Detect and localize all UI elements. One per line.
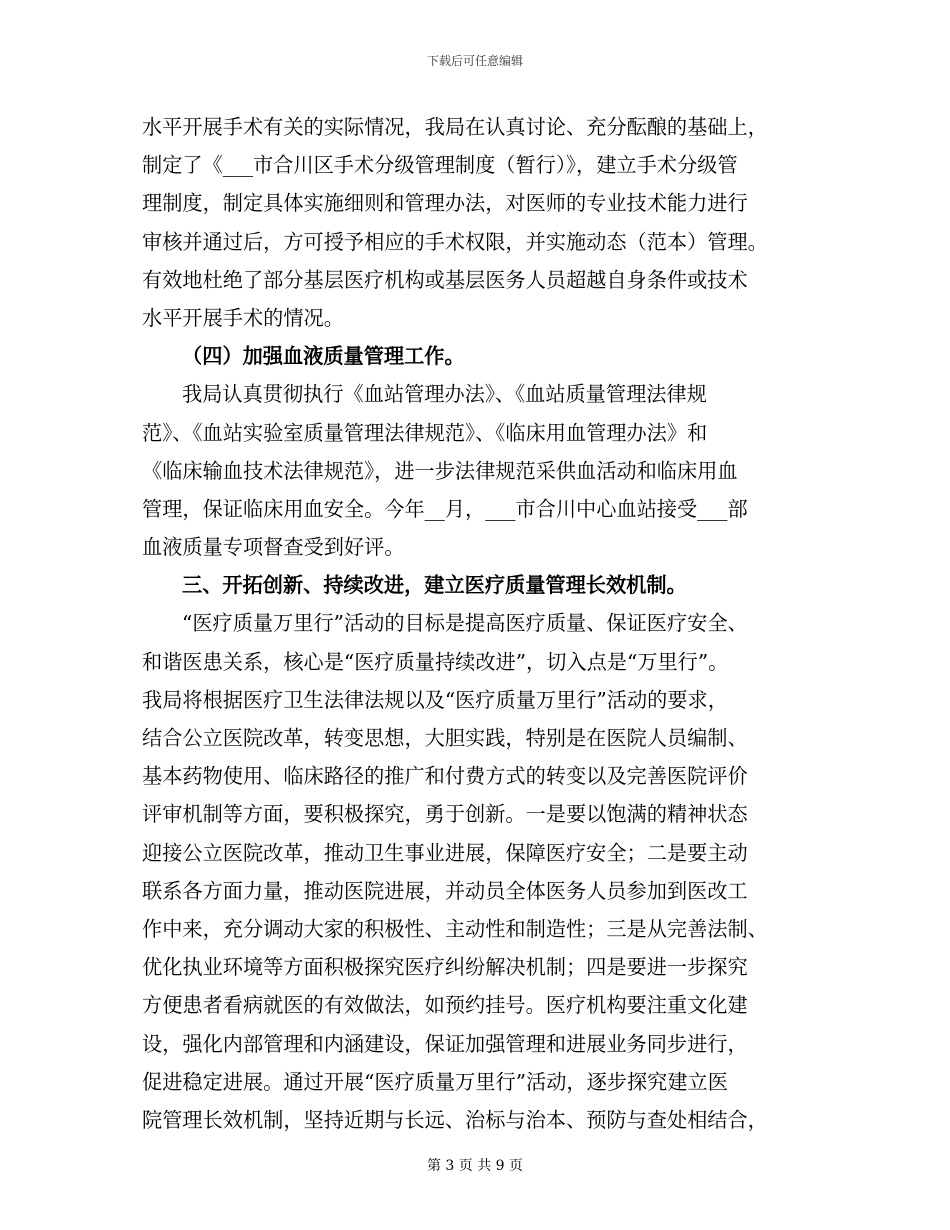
document-body <box>142 108 812 1139</box>
body-line: 水平开展手术有关的实际情况，我局在认真讨论、充分酝酿的基础上， <box>142 115 768 139</box>
body-line: 迎接公立医院改革，推动卫生事业进展，保障医疗安全；二是要主动 <box>142 840 748 865</box>
body-line: 作中来，充分调动大家的积极性、主动性和制造性；三是从完善法制、 <box>142 916 768 941</box>
body-line: 促进稳定进展。通过开展“医疗质量万里行”活动，逐步探究建立医 <box>142 1069 728 1094</box>
body-line: 水平开展手术的情况。 <box>142 305 344 330</box>
body-line: 和谐医患关系，核心是“医疗质量持续改进”，切入点是“万里行”。 <box>142 649 729 674</box>
body-line: 我局将根据医疗卫生法律法规以及“医疗质量万里行”活动的要求， <box>142 687 728 712</box>
body-line: 联系各方面力量，推动医院进展，并动员全体医务人员参加到医改工 <box>142 878 748 903</box>
body-line: 设，强化内部管理和内涵建设，保证加强管理和进展业务同步进行， <box>142 1031 748 1056</box>
section-heading: （四）加强血液质量管理工作。 <box>182 344 465 369</box>
body-line: 评审机制等方面，要积极探究，勇于创新。一是要以饱满的精神状态 <box>142 802 748 827</box>
body-line: 我局认真贯彻执行《血站管理办法》、《血站质量管理法律规 <box>182 382 707 407</box>
page-number: 第 3 页 共 9 页 <box>426 1158 524 1174</box>
body-line: 血液质量专项督查受到好评。 <box>142 535 405 560</box>
body-line: 优化执业环境等方面积极探究医疗纠纷解决机制；四是要进一步探究 <box>142 955 748 980</box>
page-header: 下载后可任意编辑 <box>426 54 523 68</box>
body-line: “医疗质量万里行”活动的目标是提高医疗质量、保证医疗安全、 <box>182 611 748 636</box>
body-line: 院管理长效机制，坚持近期与长远、治标与治本、预防与查处相结合， <box>142 1107 768 1132</box>
body-line: 结合公立医院改革，转变思想，大胆实践，特别是在医院人员编制、 <box>142 726 748 750</box>
body-line: 制定了《___市合川区手术分级管理制度（暂行）》，建立手术分级管 <box>142 153 738 178</box>
body-line: 管理，保证临床用血安全。今年__月，___市合川中心血站接受___部 <box>142 496 748 521</box>
body-line: 方便患者看病就医的有效做法，如预约挂号。医疗机构要注重文化建 <box>142 993 748 1018</box>
body-line: 基本药物使用、临床路径的推广和付费方式的转变以及完善医院评价 <box>142 764 748 789</box>
body-line: 审核并通过后，方可授予相应的手术权限，并实施动态（范本）管理。 <box>142 229 768 254</box>
body-line: 《临床输血技术法律规范》，进一步法律规范采供血活动和临床用血 <box>142 458 738 483</box>
body-line: 有效地杜绝了部分基层医疗机构或基层医务人员超越自身条件或技术 <box>142 267 748 292</box>
body-line: 理制度，制定具体实施细则和管理办法，对医师的专业技术能力进行 <box>142 191 748 216</box>
section-heading: 三、开拓创新、持续改进，建立医疗质量管理长效机制。 <box>182 573 687 598</box>
body-line: 范》、《血站实验室质量管理法律规范》、《临床用血管理办法》和 <box>142 420 708 445</box>
